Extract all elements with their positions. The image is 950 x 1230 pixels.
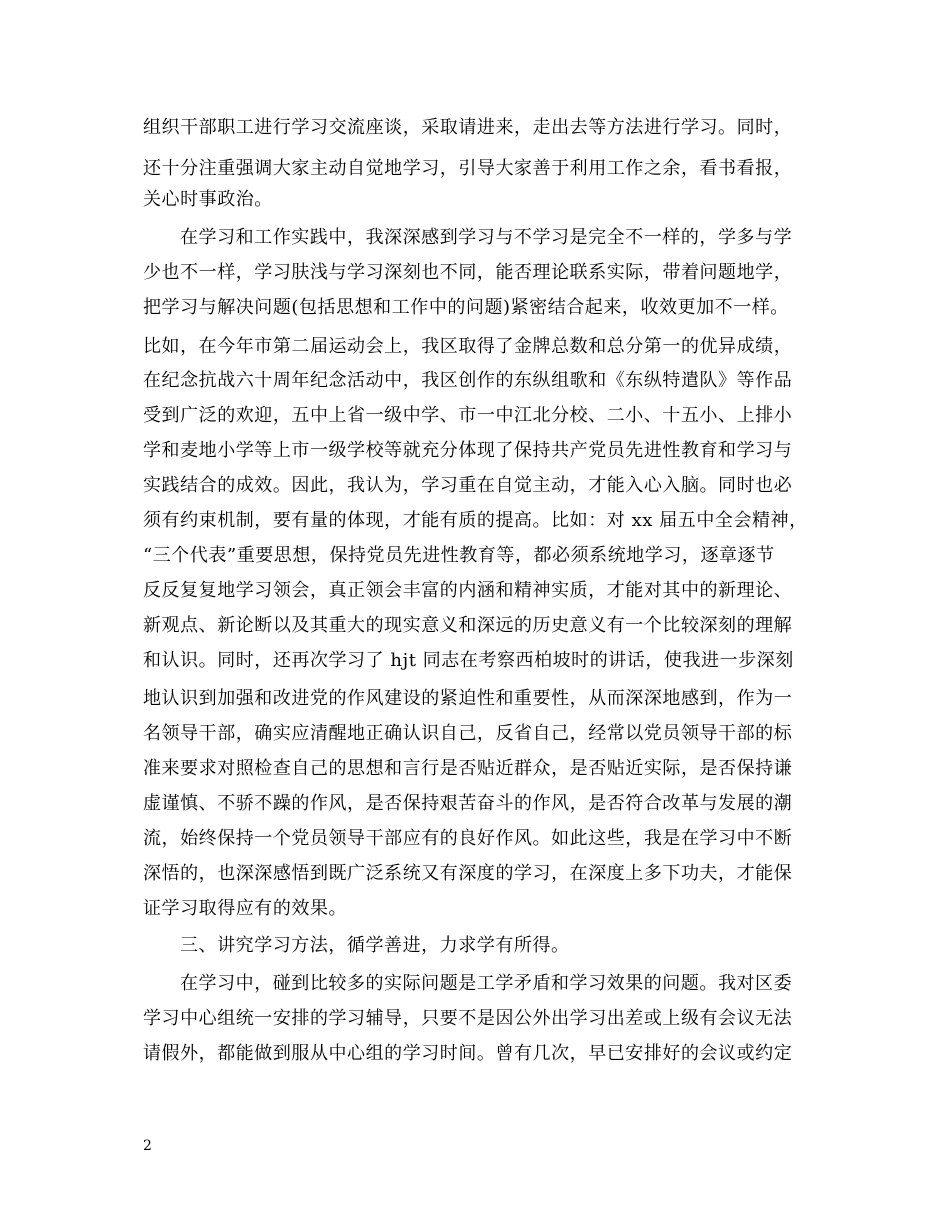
text-line: 学和麦地小学等上市一级学校等就充分体现了保持共产党员先进性教育和学习与 (143, 440, 793, 461)
text-line: 须有约束机制，要有量的体现，才能有质的提高。比如：对 xx 届五中全会精神， (143, 510, 808, 531)
text-line: 地认识到加强和改进党的作风建设的紧迫性和重要性，从而深深地感到，作为一 (143, 688, 793, 709)
text-line: 名领导干部，确实应清醒地正确认识自己，反省自己，经常以党员领导干部的标 (143, 723, 793, 744)
text-line: 组织干部职工进行学习交流座谈，采取请进来，走出去等方法进行学习。同时， (143, 117, 793, 138)
text-line: 在纪念抗战六十周年纪念活动中，我区创作的东纵组歌和《东纵特遣队》等作品 (143, 370, 793, 391)
text-line: 新观点、新论断以及其重大的现实意义和深远的历史意义有一个比较深刻的理解 (143, 615, 793, 636)
page-number: 2 (143, 1138, 152, 1154)
text-line: 准来要求对照检查自己的思想和言行是否贴近群众，是否贴近实际，是否保持谦 (143, 758, 793, 779)
text-line: 少也不一样，学习肤浅与学习深刻也不同，能否理论联系实际，带着问题地学， (143, 262, 793, 283)
text-line: 比如，在今年市第二届运动会上，我区取得了金牌总数和总分第一的优异成绩， (143, 336, 793, 357)
text-line: 关心时事政治。 (143, 189, 273, 210)
text-line: 证学习取得应有的效果。 (143, 898, 348, 919)
text-line: 把学习与解决问题(包括思想和工作中的问题)紧密结合起来，收效更加不一样。 (143, 297, 789, 318)
section-heading-line: 三、讲究学习方法，循学善进，力求学有所得。 (180, 935, 570, 956)
text-line: 深悟的，也深深感悟到既广泛系统又有深度的学习，在深度上多下功夫，才能保 (143, 863, 793, 884)
text-line: 还十分注重强调大家主动自觉地学习，引导大家善于利用工作之余，看书看报， (143, 158, 793, 179)
text-line: “三个代表”重要思想，保持党员先进性教育等，都必须系统地学习，逐章逐节 (143, 545, 775, 566)
paragraph-start-line: 在学习和工作实践中，我深深感到学习与不学习是完全不一样的，学多与学 (180, 227, 793, 248)
text-line: 学习中心组统一安排的学习辅导，只要不是因公外出学习出差或上级有会议无法 (143, 1008, 793, 1029)
text-line: 流，始终保持一个党员领导干部应有的良好作风。如此这些，我是在学习中不断 (143, 828, 793, 849)
text-line: 和认识。同时，还再次学习了 hjt 同志在考察西柏坡时的讲话，使我进一步深刻 (143, 650, 794, 671)
text-line: 请假外，都能做到服从中心组的学习时间。曾有几次，早已安排好的会议或约定 (143, 1043, 793, 1064)
paragraph-start-line: 在学习中，碰到比较多的实际问题是工学矛盾和学习效果的问题。我对区委 (180, 973, 793, 994)
text-line: 实践结合的成效。因此，我认为，学习重在自觉主动，才能入心入脑。同时也必 (143, 475, 793, 496)
text-line: 反反复复地学习领会，真正领会丰富的内涵和精神实质，才能对其中的新理论、 (143, 580, 793, 601)
text-line: 虚谨慎、不骄不躁的作风，是否保持艰苦奋斗的作风，是否符合改革与发展的潮 (143, 793, 793, 814)
text-line: 受到广泛的欢迎，五中上省一级中学、市一中江北分校、二小、十五小、上排小 (143, 405, 793, 426)
